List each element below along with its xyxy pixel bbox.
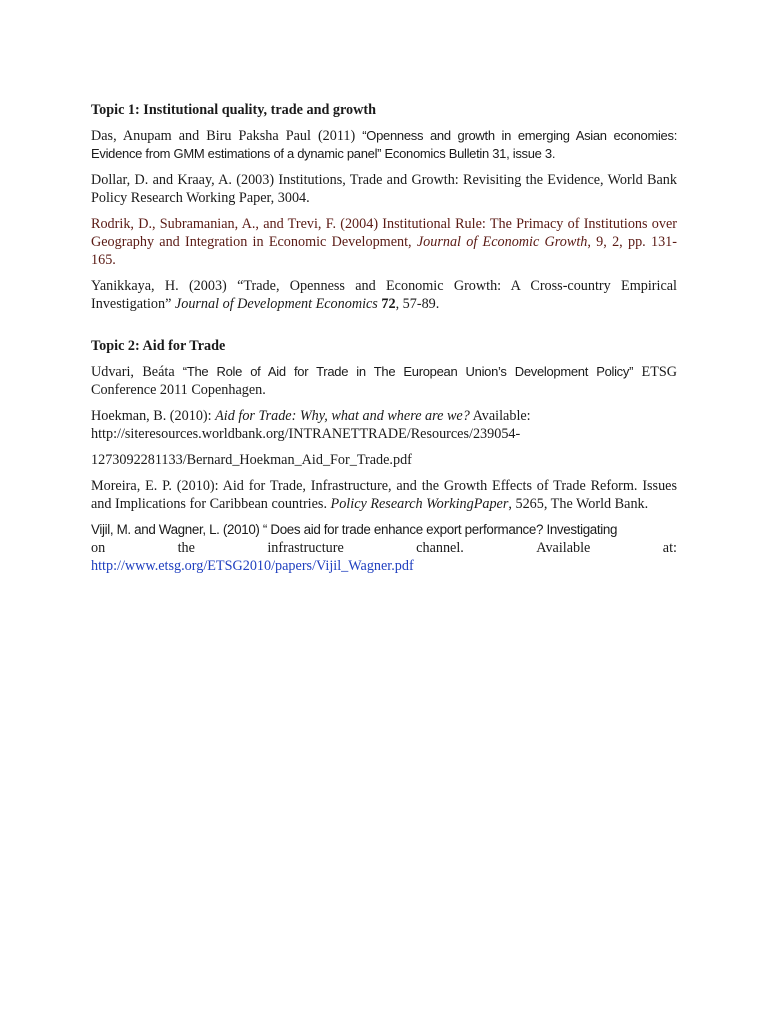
reference-yanikkaya <box>91 277 677 313</box>
reference-hoekman <box>91 407 677 443</box>
reference-das-title: “Openness and growth in emerging Asian economies: Evidence from GMM estimations of a dynamic panel” <box>91 128 678 161</box>
reference-udvari-title: “The Role of Aid for Trade in The European Union’s Development Policy” <box>174 364 634 379</box>
reference-rodrik-text: Rodrik, D., Subramanian, A., and Trevi, F. (2004) Institutional Rule: The Primacy of Institutions over Geography and Integration in Economic Development, <box>91 216 677 250</box>
reference-rodrik <box>91 215 677 269</box>
topic-1-heading: Topic 1: Institutional quality, trade and growth <box>91 102 376 118</box>
reference-vijil-link[interactable]: http://www.etsg.org/ETSG2010/papers/Vijil_Wagner.pdf <box>91 558 414 574</box>
reference-das <box>91 127 677 163</box>
reference-vijil-word-infrastructure: infrastructure <box>267 540 344 556</box>
reference-moreira-journal: Policy Research WorkingPaper <box>330 496 509 512</box>
reference-hoekman-text: Hoekman, B. (2010): <box>91 408 216 424</box>
reference-moreira-text: Moreira, E. P. (2010): Aid for Trade, Infrastructure, and the Growth Effects of Trade Reform. Issues and Implications for Caribbean countries. <box>91 478 677 512</box>
reference-hoekman-title: Aid for Trade: Why, what and where are we? <box>215 408 470 424</box>
reference-vijil-line1: Vijil, M. and Wagner, L. (2010) “ Does aid for trade enhance export performance? Investigating <box>91 522 618 537</box>
reading-list <box>91 101 677 575</box>
reference-udvari <box>91 363 677 399</box>
reference-moreira <box>91 477 677 513</box>
reference-hoekman-url-part1: http://siteresources.worldbank.org/INTRANETTRADE/Resources/239054- <box>91 426 521 442</box>
reference-vijil-word-channel: channel. <box>416 540 464 556</box>
reference-vijil-word-available: Available <box>536 540 591 556</box>
reference-hoekman-url-part2: 1273092281133/Bernard_Hoekman_Aid_For_Trade.pdf <box>91 452 412 468</box>
reference-vijil-word-on: on <box>91 540 106 556</box>
reference-yanikkaya-text: Yanikkaya, H. (2003) “Trade, Openness and Economic Growth: A Cross-country Empirical Investigation” <box>91 278 677 312</box>
reference-vijil <box>91 521 677 575</box>
reference-vijil-word-the: the <box>177 540 195 556</box>
reference-yanikkaya-rest: , 57-89. <box>395 296 440 312</box>
reference-yanikkaya-volume: 72 <box>381 296 396 312</box>
reference-yanikkaya-journal: Journal of Development Economics <box>174 296 378 312</box>
reference-hoekman-available: Available: <box>469 408 531 424</box>
reference-das-authors: Das, Anupam and Biru Paksha Paul (2011) <box>91 128 356 144</box>
reference-rodrik-rest: , 9, 2, pp. 131-165. <box>91 234 677 268</box>
topic-2-heading: Topic 2: Aid for Trade <box>91 338 226 354</box>
reference-vijil-word-at: at: <box>662 540 677 556</box>
reference-udvari-author: Udvari, Beáta <box>91 364 175 380</box>
reference-rodrik-journal: Journal of Economic Growth <box>416 234 588 250</box>
reference-moreira-rest: , 5265, The World Bank. <box>508 496 649 512</box>
reference-dollar: Dollar, D. and Kraay, A. (2003) Institutions, Trade and Growth: Revisiting the Evidence, World Bank Policy Research Working Paper, 3004. <box>91 172 677 206</box>
reference-udvari-rest: ETSG Conference 2011 Copenhagen. <box>91 364 677 398</box>
reference-vijil-line2 <box>91 539 677 557</box>
reference-das-rest: Economics Bulletin 31, issue 3. <box>381 146 556 161</box>
